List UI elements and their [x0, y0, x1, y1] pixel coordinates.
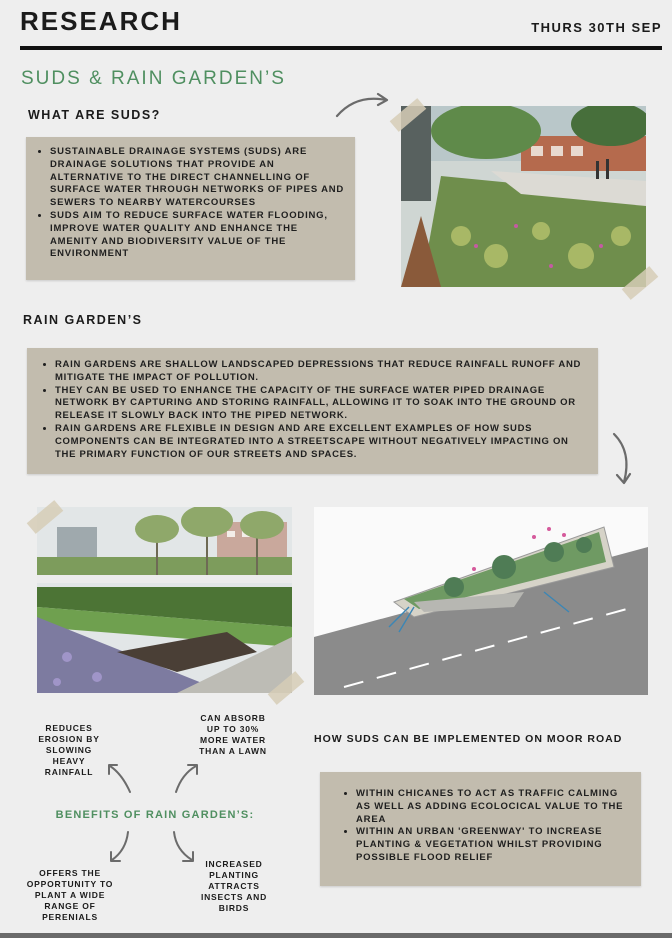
arrow-down-right-icon: [168, 828, 198, 866]
rain-gardens-heading: RAIN GARDEN’S: [23, 313, 143, 327]
page-title: RESEARCH: [20, 6, 182, 36]
rain-garden-bullet: • RAIN GARDENS ARE FLEXIBLE IN DESIGN AND ARE EXCELLENT EXAMPLES OF HOW SUDS COMPONENTS CAN BE INTEGRATED INTO A STREETSCAPE WITHOUT NEGATIVELY IMPACTING ON THE PRIMARY FUNCTION OF OUR STREETS AND SPACES.: [55, 423, 588, 461]
curved-arrow-icon: [334, 90, 392, 120]
curved-arrow-down-icon: [608, 430, 636, 488]
implementation-heading: HOW SUDS CAN BE IMPLEMENTED ON MOOR ROAD: [314, 733, 623, 745]
benefit-perenials: OFFERS THE OPPORTUNITY TO PLANT A WIDE RANGE OF PERENIALS: [26, 868, 114, 922]
rain-garden-photo-2: [37, 507, 292, 693]
footer-divider: [0, 933, 672, 938]
implementation-bullet: • WITHIN CHICANES TO ACT AS TRAFFIC CALMING AS WELL AS ADDING ECOLOCICAL VALUE TO THE AREA: [356, 788, 633, 826]
suds-bullet: • SUDS AIM TO REDUCE SURFACE WATER FLOODING, IMPROVE WATER QUALITY AND ENHANCE THE AMENITY AND BIODIVERSITY VALUE OF THE ENVIRONMENT: [50, 210, 347, 261]
header-divider: [20, 46, 662, 50]
rain-garden-bullet: • THEY CAN BE USED TO ENHANCE THE CAPACITY OF THE SURFACE WATER PIPED DRAINAGE NETWORK BY CAPTURING AND STORING RAINFALL, ALLOWING IT TO SOAK INTO THE GROUND OR RELEASE IT SLOWLY BACK INTO THE PIPED NETWORK.: [55, 385, 588, 423]
rain-garden-photo-1: [401, 106, 646, 287]
arrow-up-right-icon: [172, 760, 202, 796]
benefits-title: BENEFITS OF RAIN GARDEN’S:: [55, 809, 255, 821]
suds-bullet: • SUSTAINABLE DRAINAGE SYSTEMS (SUDS) ARE DRAINAGE SOLUTIONS THAT PROVIDE AN ALTERNATIVE TO THE DIRECT CHANNELLING OF SURFACE WATER THROUGH NETWORKS OF PIPES AND SEWERS TO NEARBY WATERCOURSES: [50, 146, 347, 210]
section-title: SUDS & RAIN GARDEN’S: [21, 68, 286, 89]
rain-gardens-note: [27, 348, 598, 474]
street-rain-garden-render: [314, 507, 648, 695]
benefit-absorb: CAN ABSORB UP TO 30% MORE WATER THAN A LAWN: [199, 713, 267, 756]
benefit-wildlife: INCREASED PLANTING ATTRACTS INSECTS AND BIRDS: [200, 859, 268, 913]
suds-note: [26, 137, 355, 280]
implementation-note: [320, 772, 641, 886]
suds-heading: WHAT ARE SUDS?: [28, 108, 161, 122]
rain-garden-bullet: • RAIN GARDENS ARE SHALLOW LANDSCAPED DEPRESSIONS THAT REDUCE RAINFALL RUNOFF AND MITIGATE THE IMPACT OF POLLUTION.: [55, 359, 588, 385]
implementation-bullet: • WITHIN AN URBAN 'GREENWAY' TO INCREASE PLANTING & VEGETATION WHILST PROVIDING POSSIBLE FLOOD RELIEF: [356, 826, 633, 864]
arrow-up-left-icon: [104, 760, 134, 796]
arrow-down-left-icon: [106, 828, 136, 866]
benefit-erosion: REDUCES EROSION BY SLOWING HEAVY RAINFALL: [38, 723, 100, 777]
date-label: THURS 30TH SEP: [531, 20, 662, 35]
